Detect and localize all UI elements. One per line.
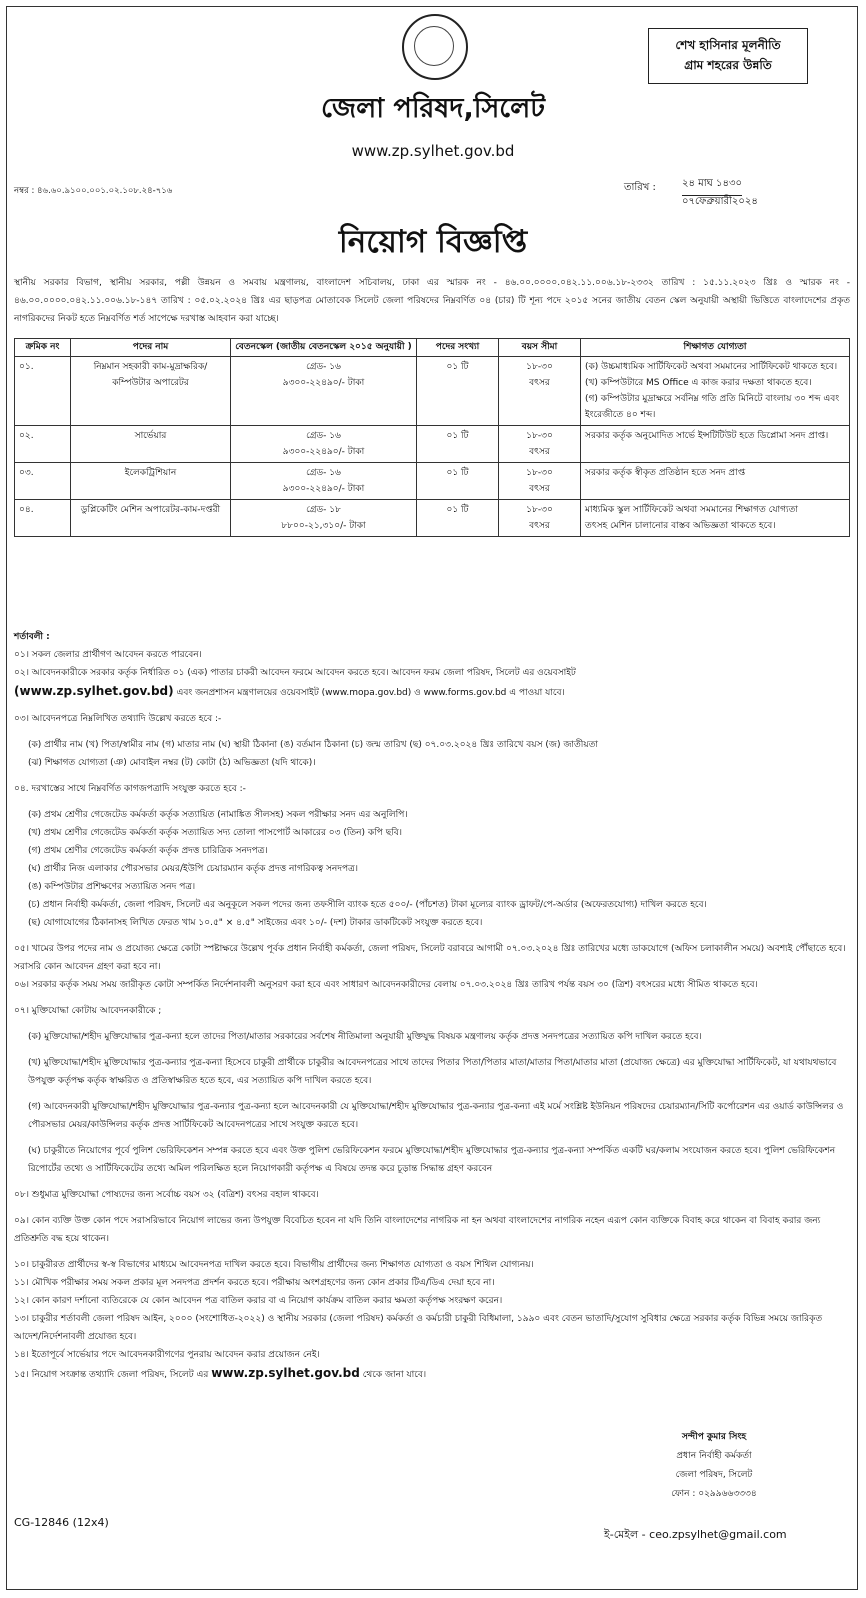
col-serial: ক্রমিক নং bbox=[15, 339, 71, 357]
term-15-text-b: থেকে জানা যাবে। bbox=[362, 1370, 427, 1380]
vacancy-table bbox=[14, 338, 850, 537]
term-02-text: ০২। আবেদনকারীকে সরকার কর্তৃক নির্ধারিত ০১ (এক) পাতার চাকরী আবেদন ফরমে আবেদন করতে হবে। আবেদন ফরম জেলা পরিষদ, সিলেট এর ওয়েবসাইট bbox=[14, 668, 576, 678]
row-qualification bbox=[581, 426, 850, 463]
term-02 bbox=[14, 664, 850, 682]
row-qualification bbox=[581, 500, 850, 537]
row-qualification bbox=[581, 357, 850, 426]
col-qualification: শিক্ষাগত যোগ্যতা bbox=[581, 339, 850, 357]
signatory-office: জেলা পরিষদ, সিলেট bbox=[675, 1470, 753, 1480]
term-07: ০৭। মুক্তিযোদ্ধা কোটায় আবেদনকারীকে ; bbox=[14, 1006, 162, 1016]
term-04-c: (গ) প্রথম শ্রেণীর গেজেটেড কর্মকর্তা কর্তৃক প্রদত্ত চারিত্রিক সনদপত্র। bbox=[28, 846, 268, 856]
row-age bbox=[499, 463, 581, 500]
intro-paragraph: স্থানীয় সরকার বিভাগ, স্থানীয় সরকার, পল্লী উন্নয়ন ও সমবায় মন্ত্রণালয়, বাংলাদেশ সচিবালয়, ঢাকা এর স্মারক নং - ৪৬.০০.০০০০.০৪২.১১.০০৬.১৮-২৩৩২ তারিখ : ১৫.১১.২০২৩ খ্রিঃ ও স্মারক নং - ৪৬.০০.০০০০.০৪২.১১.০০৬.১৮-১৪৭ তারিখ : ০৫.০২.২০২৪ খ্রিঃ এর ছাড়পত্র মোতাবেক সিলেট জেলা পরিষদের নিম্নবর্ণিত ০৪ (চার) টি শূন্য পদে ২০১৫ সনের জাতীয় বেতন স্কেল অনুযায়ী অস্থায়ী ভিত্তিতে বাংলাদেশের প্রকৃত নাগরিকদের নিকট হতে নিম্নবর্ণিত শর্ত সাপেক্ষে দরখাস্ত আহবান করা যাচ্ছে। bbox=[14, 278, 850, 324]
term-04-b: (খ) প্রথম শ্রেণীর গেজেটেড কর্মকর্তা কর্তৃক সত্যায়িত সদ্য তোলা পাসপোর্ট আকারের ০৩ (তিন) কপি ছবি। bbox=[28, 828, 402, 838]
term-07-a: (ক) মুক্তিযোদ্ধা/শহীদ মুক্তিযোদ্ধার পুত্র-কন্যা হলে তাদের পিতা/মাতার সরকারের সর্বশেষ নীতিমালা অনুযায়ী মুক্তিযুদ্ধ বিষয়ক মন্ত্রণালয় কর্তৃক প্রদত্ত সনদপত্রের সত্যায়িত কপি দাখিল করতে হবে। bbox=[28, 1032, 702, 1042]
qual-item: (খ) কম্পিউটারে MS Office এ কাজ করার দক্ষতা থাকতে হবে। bbox=[585, 378, 812, 388]
table-row bbox=[15, 463, 850, 500]
table-header-row bbox=[15, 339, 850, 357]
row-age-range: ১৮-৩০ bbox=[526, 505, 553, 515]
row-age-unit: বৎসর bbox=[529, 378, 550, 388]
row-scale-amount: ৯৩০০-২২৪৯০/- টাকা bbox=[282, 447, 365, 457]
row-scale-amount: ৮৮০০-২১,৩১০/- টাকা bbox=[281, 521, 366, 531]
row-age-unit: বৎসর bbox=[529, 521, 550, 531]
signatory-designation: প্রধান নির্বাহী কর্মকর্তা bbox=[676, 1451, 752, 1461]
row-serial: ০৪. bbox=[15, 500, 71, 537]
term-13: ১৩। চাকুরীর শর্তাবলী জেলা পরিষদ আইন, ২০০০ (সংশোধিত-২০২২) ও স্থানীয় সরকার (জেলা পরিষদ) কর্মকর্তা ও কর্মচারী চাকুরী বিধিমালা, ১৯৯০ এবং বেতন ভাতাদি/সুযোগ সুবিধার ক্ষেত্রে সরকার কর্তৃক বিভিন্ন সময়ে জারিকৃত আদেশ/নির্দেশনাবলী প্রযোজ্য হবে। bbox=[14, 1314, 823, 1342]
footer-code: CG-12846 (12x4) bbox=[14, 1516, 109, 1529]
row-age bbox=[499, 426, 581, 463]
row-scale-amount: ৯৩০০-২২৪৯০/- টাকা bbox=[282, 484, 365, 494]
term-07-d: (ঘ) চাকুরীতে নিয়োগের পূর্বে পুলিশ ভেরিফিকেশন সম্পন্ন করতে হবে এবং উক্ত পুলিশ ভেরিফিকেশন ফরমে মুক্তিযোদ্ধা/শহীদ মুক্তিযোদ্ধার পুত্র-কন্যার পুত্র-কন্যা সম্পর্কিত একটি ঘর/কলাম সংযোজন করতে হবে। পুলিশ ভেরিফিকেশন রিপোর্টের তথ্যে ও সার্টিফিকেটের তথ্যে অমিল পরিলক্ষিত হলে নিয়োগকারী কর্তৃপক্ষ এ বিষয়ে তদন্ত করে চূড়ান্ত সিদ্ধান্ত গ্রহণ করবেন bbox=[28, 1146, 836, 1174]
signatory-name: সন্দীপ কুমার সিংহ bbox=[681, 1432, 747, 1442]
col-count: পদের সংখ্যা bbox=[417, 339, 499, 357]
row-age-range: ১৮-৩০ bbox=[526, 468, 553, 478]
qual-item: মাধ্যমিক স্কুল সার্টিফিকেট অথবা সমমানের শিক্ষাগত যোগ্যতা bbox=[585, 505, 798, 515]
term-03-a: (ক) প্রার্থীর নাম (খ) পিতা/স্বামীর নাম (গ) মাতার নাম (ঘ) স্থায়ী ঠিকানা (ঙ) বর্তমান ঠিকানা (চ) জন্ম তারিখ (ছ) ০৭.০৩.২০২৪ খ্রিঃ তারিখে বয়স (জ) জাতীয়তা bbox=[28, 740, 599, 750]
term-03: ০৩। আবেদনপত্রে নিম্নলিখিত তথ্যাদি উল্লেখ করতে হবে :- bbox=[14, 714, 222, 724]
row-grade: গ্রেড- ১৮ bbox=[306, 505, 341, 515]
row-grade: গ্রেড- ১৬ bbox=[306, 431, 341, 441]
row-grade: গ্রেড- ১৬ bbox=[306, 468, 341, 478]
term-07-c: (গ) আবেদনকারী মুক্তিযোদ্ধা/শহীদ মুক্তিযোদ্ধার পুত্র-কন্যার পুত্র-কন্যা হলে আবেদনকারী যে মুক্তিযোদ্ধা/শহীদ মুক্তিযোদ্ধার পুত্র-কন্যার পুত্র-কন্যা এই মর্মে সংশ্লিষ্ট ইউনিয়ন পরিষদের চেয়ারম্যান/সিটি কর্পোরেশন এর ওয়ার্ড কাউন্সিলর ও পৌরসভার মেয়র/কাউন্সিলর কর্তৃক প্রদত্ত সার্টিফিকেট আবেদনপত্রের সাথে সংযুক্ত করতে হবে। bbox=[28, 1102, 844, 1130]
row-count: ০১ টি bbox=[417, 426, 499, 463]
qual-item: (গ) কম্পিউটার মুদ্রাক্ষরে সর্বনিম্ন গতি প্রতি মিনিটে বাংলায় ৩০ শব্দ এবং ইংরেজীতে ৪০ শব্দ। bbox=[585, 394, 840, 420]
row-serial: ০৩. bbox=[15, 463, 71, 500]
terms-heading: শর্তাবলী : bbox=[14, 632, 50, 642]
term-10: ১০। চাকুরীরত প্রার্থীদের স্ব-স্ব বিভাগের মাধ্যমে আবেদনপত্র দাখিল করতে হবে। বিভাগীয় প্রার্থীদের জন্য শিক্ষাগত যোগ্যতা ও বয়স শিথিল যোগ্যনয়। bbox=[14, 1260, 534, 1270]
row-serial: ০১. bbox=[15, 357, 71, 426]
term-09: ০৯। কোন ব্যক্তি উক্ত কোন পদে সরাসরিভাবে নিয়োগ লাভের জন্য উপযুক্ত বিবেচিত হবেন না যদি তিনি বাংলাদেশের নাগরিক না হন অথবা বাংলাদেশের নাগরিক নহেন এরূপ কোন ব্যক্তিকে বিবাহ করে থাকেন বা বিবাহ করার জন্য প্রতিশ্রুতি বদ্ধ হয়ে থাকেন। bbox=[14, 1216, 821, 1244]
table-row bbox=[15, 500, 850, 537]
row-post: সার্ভেয়ার bbox=[71, 426, 231, 463]
row-age-range: ১৮-৩০ bbox=[526, 362, 553, 372]
date-bangla: ২৪ মাঘ ১৪৩০ bbox=[682, 176, 742, 196]
row-count: ০১ টি bbox=[417, 500, 499, 537]
term-02-website-link[interactable]: (www.zp.sylhet.gov.bd) bbox=[14, 684, 174, 698]
term-02-links bbox=[14, 682, 850, 702]
row-count: ০১ টি bbox=[417, 357, 499, 426]
row-scale bbox=[231, 357, 417, 426]
term-15 bbox=[14, 1364, 850, 1384]
date-label: তারিখ : bbox=[624, 182, 656, 193]
term-07-b: (খ) মুক্তিযোদ্ধা/শহীদ মুক্তিযোদ্ধার পুত্র-কন্যার পুত্র-কন্যা হিসেবে চাকুরী প্রার্থীকে চাকুরীর আবেদনপত্রের সাথে তাদের পিতার পিতা/পিতার মাতা/মাতার পিতা/মাতার মাতা (প্রযোজ্য ক্ষেত্রে) এর মুক্তিযোদ্ধা সার্টিফিকেট, যা যথাযথভাবে উপযুক্ত কর্তৃপক্ষ কর্তৃক স্বাক্ষরিত ও প্রতিস্বাক্ষরিত হতে হবে, এর সত্যায়িত কপি দাখিল করতে হবে। bbox=[28, 1058, 837, 1086]
slogan-line-2: গ্রাম শহরের উন্নতি bbox=[684, 58, 772, 72]
signatory-email[interactable]: ই-মেইল - ceo.zpsylhet@gmail.com bbox=[604, 1528, 787, 1541]
qual-item: সরকার কর্তৃক স্বীকৃত প্রতিষ্ঠান হতে সনদ প্রাপ্ত bbox=[585, 468, 746, 478]
qual-item: (ক) উচ্চমাধ্যমিক সার্টিফিকেট অথবা সমমানের সার্টিফিকেট থাকতে হবে। bbox=[585, 362, 838, 372]
term-04: ০৪. দরখাস্তের সাথে নিম্নবর্ণিত কাগজপত্রাদি সংযুক্ত করতে হবে :- bbox=[14, 784, 246, 794]
office-website[interactable]: www.zp.sylhet.gov.bd bbox=[351, 142, 515, 160]
row-grade: গ্রেড- ১৬ bbox=[306, 362, 341, 372]
table-row bbox=[15, 426, 850, 463]
term-04-a: (ক) প্রথম শ্রেণীর গেজেটেড কর্মকর্তা কর্তৃক সত্যায়িত (নামাঙ্কিত সীলসহ) সকল পরীক্ষার সনদ এর অনুলিপি। bbox=[28, 810, 408, 820]
row-scale-amount: ৯৩০০-২২৪৯০/- টাকা bbox=[282, 378, 365, 388]
row-count: ০১ টি bbox=[417, 463, 499, 500]
col-post: পদের নাম bbox=[71, 339, 231, 357]
row-age-range: ১৮-৩০ bbox=[526, 431, 553, 441]
terms-section bbox=[14, 628, 850, 1384]
row-post: ইলেকট্রিশিয়ান bbox=[71, 463, 231, 500]
term-02-text-b: এবং জনপ্রশাসন মন্ত্রণালয়ের ওয়েবসাইট (www.mopa.gov.bd) ও www.forms.gov.bd এ পাওয়া যাবে। bbox=[176, 688, 565, 698]
row-qualification bbox=[581, 463, 850, 500]
row-scale bbox=[231, 463, 417, 500]
row-age bbox=[499, 357, 581, 426]
term-05: ০৫। খামের উপর পদের নাম ও প্রযোজ্য ক্ষেত্রে কোটা স্পষ্টাক্ষরে উল্লেখ পূর্বক প্রধান নির্বাহী কর্মকর্তা, জেলা পরিষদ, সিলেট বরাবরে আগামী ০৭.০৩.২০২৪ খ্রিঃ তারিখের মধ্যে ডাকযোগে (অফিস চলাকালীন সময়ে) অবশ্যই পৌঁছাতে হবে। সরাসরি কোন আবেদন গ্রহণ করা হবে না। bbox=[14, 944, 846, 972]
table-row bbox=[15, 357, 850, 426]
col-scale: বেতনস্কেল (জাতীয় বেতনস্কেল ২০১৫ অনুযায়ী ) bbox=[231, 339, 417, 357]
notice-headline: নিয়োগ বিজ্ঞপ্তি bbox=[338, 224, 528, 260]
slogan-box bbox=[648, 28, 808, 84]
row-serial: ০২. bbox=[15, 426, 71, 463]
term-08: ০৮। শুধুমাত্র মুক্তিযোদ্ধা পোষ্যদের জন্য সর্বোচ্চ বয়স ৩২ (বত্রিশ) বৎসর বহাল থাকবে। bbox=[14, 1190, 319, 1200]
row-post: ডুপ্লিকেটিং মেশিন অপারেটর-কাম-দপ্তরী bbox=[71, 500, 231, 537]
term-01: ০১। সকল জেলার প্রার্থীগণ আবেদন করতে পারবেন। bbox=[14, 650, 202, 660]
term-04-d: (ঘ) প্রার্থীর নিজ এলাকার পৌরসভার মেয়র/ইউপি চেয়ারম্যান কর্তৃক প্রদত্ত নাগরিকত্ব সনদপত্র। bbox=[28, 864, 358, 874]
term-12: ১২। কোন কারণ দর্শানো ব্যতিরেকে যে কোন আবেদন পত্র বাতিল করার বা এ নিয়োগ কার্যক্রম বাতিল করার ক্ষমতা কর্তৃপক্ষ সংরক্ষণ করেন। bbox=[14, 1296, 503, 1306]
slogan-line-1: শেখ হাসিনার মূলনীতি bbox=[675, 38, 781, 52]
row-post: নিম্নমান সহকারী কাম-মুদ্রাক্ষরিক/ কম্পিউটার অপারেটর bbox=[71, 357, 231, 426]
term-14: ১৪। ইতোপূর্বে সার্ভেয়ার পদে আবেদনকারীগণের পুনরায় আবেদন করার প্রয়োজন নেই। bbox=[14, 1350, 320, 1360]
term-11: ১১। মৌখিক পরীক্ষার সময় সকল প্রকার মূল সনদপত্র প্রদর্শন করতে হবে। পরীক্ষায় অংশগ্রহণের জন্য কোন প্রকার টিএ/ডিএ দেয়া হবে না। bbox=[14, 1278, 495, 1288]
date-english: ০৭ফেব্রুয়ারী২০২৪ bbox=[682, 196, 758, 207]
signatory-phone: ফোন : ০২৯৯৬৬৩৩৩৪ bbox=[671, 1489, 757, 1499]
row-scale bbox=[231, 500, 417, 537]
memo-number: নম্বর : ৪৬.৬০.৯১০০.০০১.০২.১০৮.২৪-৭১৬ bbox=[14, 186, 173, 196]
term-04-f: (চ) প্রধান নির্বাহী কর্মকর্তা, জেলা পরিষদ, সিলেট এর অনুকূলে সকল পদের জন্য তফসীলি ব্যাংক হতে ৫০০/- (পাঁচশত) টাকা মূল্যের ব্যাংক ড্রাফট/পে-অর্ডার (অফেরতযোগ্য) দাখিল করতে হবে। bbox=[28, 900, 707, 910]
district-council-seal bbox=[402, 14, 468, 80]
qual-item: সরকার কর্তৃক অনুমোদিত সার্ভে ইন্সটিটিউট হতে ডিপ্লোমা সনদ প্রাপ্ত। bbox=[585, 431, 829, 441]
col-age: বয়স সীমা bbox=[499, 339, 581, 357]
term-03-b: (ঝ) শিক্ষাগত যোগ্যতা (ঞ) মোবাইল নম্বর (ট) কোটা (ঠ) অভিজ্ঞতা (যদি থাকে)। bbox=[28, 758, 316, 768]
office-name: জেলা পরিষদ,সিলেট bbox=[321, 93, 545, 124]
term-04-g: (ছ) যোগাযোগের ঠিকানাসহ লিখিত ফেরত খাম ১০.৫" × ৪.৫" সাইজের এবং ১০/- (দশ) টাকার ডাকটিকেট সংযুক্ত করতে হবে। bbox=[28, 918, 483, 928]
term-04-e: (ঙ) কম্পিউটার প্রশিক্ষণের সত্যায়িত সনদ পত্র। bbox=[28, 882, 196, 892]
row-age-unit: বৎসর bbox=[529, 484, 550, 494]
term-06: ০৬। সরকার কর্তৃক সময় সময় জারীকৃত কোটা সম্পর্কিত নির্দেশনাবলী অনুসরণ করা হবে এবং সাধারণ আবেদনকারীদের বেলায় ০৭.০৩.২০২৪ খ্রিঃ তারিখ পর্যন্ত বয়স ৩০ (ত্রিশ) বৎসরের মধ্যে সীমিত থাকতে হবে। bbox=[14, 980, 758, 990]
row-age-unit: বৎসর bbox=[529, 447, 550, 457]
row-scale bbox=[231, 426, 417, 463]
signature-block bbox=[604, 1428, 824, 1504]
term-15-text-a: ১৫। নিয়োগ সংক্রান্ত তথ্যাদি জেলা পরিষদ, সিলেট এর bbox=[14, 1370, 209, 1380]
row-age bbox=[499, 500, 581, 537]
term-15-website-link[interactable]: www.zp.sylhet.gov.bd bbox=[211, 1366, 360, 1380]
qual-item: তৎসহ মেশিন চালানোর বাস্তব অভিজ্ঞতা থাকতে হবে। bbox=[585, 521, 776, 531]
